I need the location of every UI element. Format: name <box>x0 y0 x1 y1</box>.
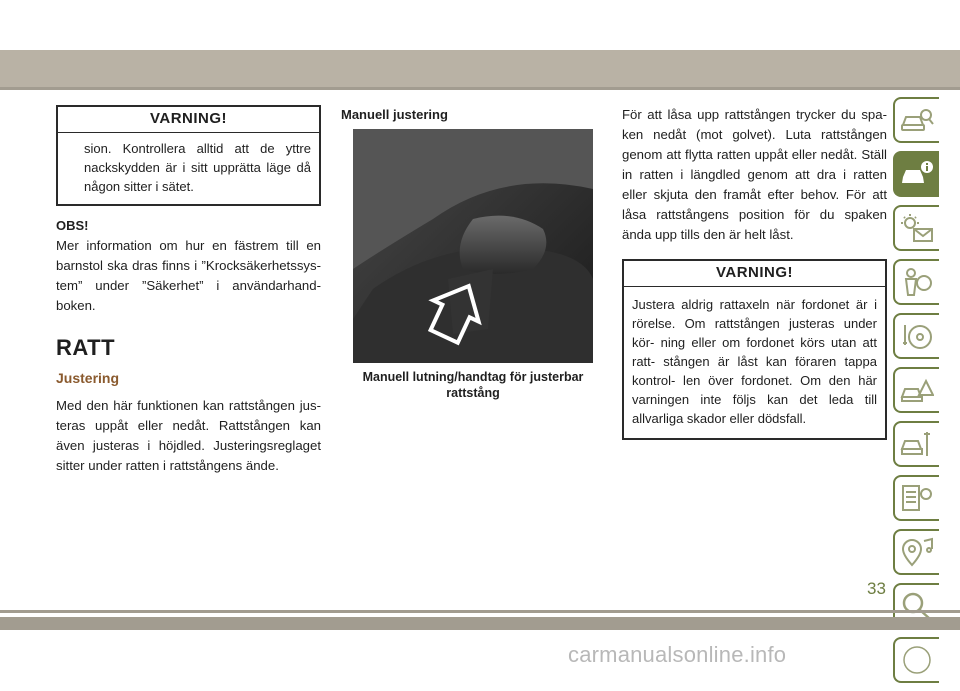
tab-safety[interactable] <box>893 259 939 305</box>
section-title: RATT <box>56 335 116 360</box>
tab-warning-lights[interactable] <box>893 205 939 251</box>
header-band <box>0 50 960 90</box>
body-text-right: För att låsa upp rattstången trycker du spa- ken nedåt (mot golvet). Luta rattstången genom att flytta ratten uppåt eller nedåt. Ställ in ratten i längdled genom att dra i ratten eller skjuta den framåt efter behov. För att låsa rattstångens position för du spaken ända upp tills den är helt låst. <box>622 107 887 242</box>
warning-title-right: VARNING! <box>624 261 885 287</box>
document-gear-icon <box>900 483 934 513</box>
car-info-icon <box>900 159 934 189</box>
figure-heading: Manuell justering <box>341 107 448 122</box>
warning-light-message-icon <box>900 213 934 243</box>
alphabet-index-icon <box>900 645 934 675</box>
watermark-text: carmanualsonline.info <box>568 642 787 667</box>
tab-index[interactable] <box>893 637 939 683</box>
footer-band <box>0 617 960 630</box>
left-column <box>56 105 321 476</box>
lever-photo <box>353 129 593 363</box>
obs-text: Mer information om hur en fästrem till en barnstol ska dras finns i ”Krocksäkerhetssys- tem” under ”Säkerhet” i användarhand- boken. <box>56 238 321 313</box>
tab-multimedia[interactable] <box>893 529 939 575</box>
page-number: 33 <box>867 579 886 598</box>
tab-service[interactable] <box>893 421 939 467</box>
location-music-icon <box>900 537 934 567</box>
car-hazard-icon <box>900 375 934 405</box>
tab-car-info[interactable] <box>893 151 939 197</box>
subsection-title: Justering <box>56 370 120 386</box>
tab-emergency[interactable] <box>893 367 939 413</box>
figure-caption: Manuell lutning/handtag för justerbar rattstång <box>362 370 584 400</box>
warning-title: VARNING! <box>58 107 319 133</box>
warning-box-right <box>622 259 887 440</box>
warning-text-right: Justera aldrig rattaxeln när fordonet är i rörelse. Om rattstången justeras under kör- ning eller om fordonet körs utan att ratt- stången är låst kan föraren tappa kontrol- len över fordonet. Om den här varningen inte följs kan det leda till allvarliga skador eller dödsfall. <box>632 297 877 426</box>
right-column <box>622 105 887 440</box>
car-search-icon <box>900 105 934 135</box>
car-service-tools-icon <box>900 429 934 459</box>
warning-box-left <box>56 105 321 206</box>
chapter-tabs <box>893 97 939 691</box>
body-text-left: Med den här funktionen kan rattstången jus- teras uppåt eller nedåt. Rattstången kan även justeras i höjdled. Justeringsreglaget sitter under ratten i rattstångens ände. <box>56 398 321 473</box>
tab-starting-driving[interactable] <box>893 313 939 359</box>
warning-text: sion. Kontrollera alltid att de yttre nackskydden är i sitt upprätta läge då någon sitter i sätet. <box>84 141 311 194</box>
tab-technical-data[interactable] <box>893 475 939 521</box>
tab-car-search[interactable] <box>893 97 939 143</box>
obs-heading: OBS! <box>56 218 89 233</box>
steering-column-lever-illustration <box>353 129 593 363</box>
header-rule <box>0 87 960 90</box>
middle-column <box>341 105 593 401</box>
steering-wheel-key-icon <box>900 321 934 351</box>
footer-rule <box>0 610 960 613</box>
airbag-person-icon <box>900 267 934 297</box>
